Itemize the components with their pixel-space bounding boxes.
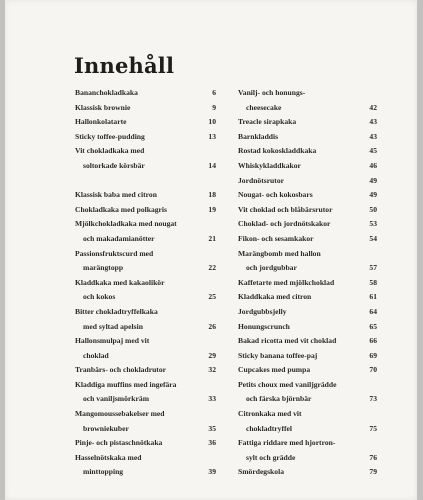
toc-entry <box>75 101 216 116</box>
toc-entry <box>238 115 377 130</box>
toc-entry-title: sylt och grädde <box>246 452 296 462</box>
toc-entry-page-number: 73 <box>369 394 377 404</box>
toc-entry-line <box>75 115 216 130</box>
toc-entry-title: Marängbomb med hallon <box>238 248 321 258</box>
toc-entry-title: Jordgubbsjelly <box>238 306 287 316</box>
toc-entry-title: Petits choux med vaniljgrädde <box>238 379 337 389</box>
toc-entry-title: Treacle sirapkaka <box>238 117 297 127</box>
toc-entry-title: Choklad- och jordnötskakor <box>238 219 331 229</box>
toc-entry-line <box>238 159 377 174</box>
toc-entry-line <box>238 203 377 218</box>
toc-entry-title: browniekuber <box>83 423 129 433</box>
toc-entry <box>238 159 377 174</box>
toc-entry <box>238 290 377 305</box>
toc-entry-page-number: 43 <box>369 117 377 127</box>
toc-entry-line <box>238 320 377 335</box>
toc-entry-page-number: 36 <box>208 438 216 448</box>
toc-entry-title: Jordnötsrutor <box>238 175 284 185</box>
toc-entry-title: Hallonkolatarte <box>75 117 127 127</box>
toc-entry <box>75 247 216 276</box>
book-page <box>5 0 417 500</box>
toc-entry-page-number: 26 <box>208 321 216 331</box>
toc-section-gap <box>75 174 216 189</box>
toc-entry-page-number: 42 <box>369 102 377 112</box>
toc-entry-page-number: 45 <box>369 146 377 156</box>
toc-entry-line-continued <box>75 392 216 407</box>
toc-entry <box>238 349 377 364</box>
toc-entry-page-number: 64 <box>369 306 377 316</box>
toc-entry-title: Vanilj- och honungs- <box>238 88 306 97</box>
toc-entry-line <box>238 436 377 451</box>
toc-entry-line <box>238 465 377 480</box>
toc-entry-title: Hasselnötskaka med <box>75 452 142 462</box>
toc-entry-title: Kladdiga muffins med ingefära <box>75 379 177 389</box>
toc-entry-title: minttopping <box>83 467 124 477</box>
toc-entry-title: Fikon- och sesamkakor <box>238 233 314 243</box>
toc-entry-page-number: 14 <box>208 160 216 170</box>
toc-entry-line <box>238 276 377 291</box>
toc-entry-page-number: 33 <box>208 394 216 404</box>
toc-entry <box>75 305 216 334</box>
toc-entry <box>238 436 377 465</box>
toc-entry-line-continued <box>238 422 377 437</box>
toc-entry <box>238 407 377 436</box>
toc-entry-line <box>75 276 216 291</box>
toc-entry-title: Vit choklad och blåbärsrutor <box>238 204 333 214</box>
toc-entry-page-number: 10 <box>208 117 216 127</box>
toc-entry-line <box>238 334 377 349</box>
toc-entry-line <box>75 130 216 145</box>
toc-entry-title: och kokos <box>83 292 116 302</box>
toc-entry-page-number: 13 <box>208 131 216 141</box>
toc-entry-page-number: 35 <box>208 423 216 433</box>
toc-entry-page-number: 61 <box>369 292 377 302</box>
toc-entry-title: Honungscrunch <box>238 321 290 331</box>
toc-entry <box>75 363 216 378</box>
toc-entry-page-number: 29 <box>208 350 216 360</box>
toc-entry-line <box>75 436 216 451</box>
toc-entry-title: Kladdkaka med citron <box>238 292 312 302</box>
toc-entry-line <box>238 407 377 422</box>
toc-entry-line <box>238 174 377 189</box>
toc-entry-title: Whiskykladdkakor <box>238 160 301 170</box>
toc-entry <box>238 203 377 218</box>
toc-entry-line <box>75 188 216 203</box>
toc-entry-page-number: 79 <box>369 467 377 477</box>
toc-entry-line <box>238 130 377 145</box>
toc-entry-line <box>238 115 377 130</box>
toc-entry-title: Hallonsmulpaj med vit <box>75 336 150 346</box>
toc-entry-line <box>238 349 377 364</box>
toc-entry-title: cheesecake <box>246 102 282 112</box>
toc-entry-line <box>238 363 377 378</box>
toc-entry <box>238 174 377 189</box>
toc-entry <box>75 407 216 436</box>
toc-entry-title: Passionsfruktscurd med <box>75 248 154 258</box>
toc-entry <box>75 86 216 101</box>
toc-entry-title: Mangomoussebakelser med <box>75 409 165 419</box>
toc-entry-title: Nougat- och kokosbars <box>238 190 313 200</box>
toc-entry-line <box>75 334 216 349</box>
toc-entry <box>238 130 377 145</box>
toc-entry <box>238 305 377 320</box>
toc-entry-line <box>238 217 377 232</box>
toc-entry-line-continued <box>238 451 377 466</box>
toc-entry-page-number: 6 <box>212 88 216 97</box>
toc-entry-page-number: 18 <box>208 190 216 200</box>
toc-entry-title: Sticky toffee-pudding <box>75 131 145 141</box>
toc-entry-page-number: 25 <box>208 292 216 302</box>
toc-entry-line-continued <box>75 159 216 174</box>
toc-entry-line-continued <box>238 392 377 407</box>
toc-entry-page-number: 76 <box>369 452 377 462</box>
toc-entry-line <box>75 144 216 159</box>
toc-entry-title: Pinje- och pistaschnötkaka <box>75 438 163 448</box>
toc-entry-page-number: 49 <box>369 190 377 200</box>
toc-entry <box>238 320 377 335</box>
toc-entry <box>238 217 377 232</box>
toc-entry-page-number: 9 <box>212 102 216 112</box>
toc-entry-line <box>75 101 216 116</box>
toc-entry-line <box>75 305 216 320</box>
toc-entry <box>238 232 377 247</box>
toc-entry-line-continued <box>75 349 216 364</box>
toc-entry-title: Smördegskola <box>238 467 284 477</box>
toc-entry-title: Bakad ricotta med vit choklad <box>238 336 337 346</box>
toc-entry-page-number: 57 <box>369 263 377 273</box>
toc-entry-title: Sticky banana toffee-paj <box>238 350 318 360</box>
toc-entry-page-number: 69 <box>369 350 377 360</box>
toc-entry <box>75 144 216 173</box>
page-title: Innehåll <box>74 53 175 78</box>
toc-entry-line-continued <box>238 261 377 276</box>
toc-entry-line <box>238 305 377 320</box>
toc-entry <box>75 203 216 218</box>
toc-entry-line <box>238 378 377 393</box>
toc-entry-title: Chokladkaka med polkagris <box>75 204 167 214</box>
toc-entry-page-number: 58 <box>369 277 377 287</box>
toc-column-right <box>238 86 377 480</box>
toc-entry <box>75 217 216 246</box>
toc-entry-line <box>75 451 216 466</box>
toc-entry-page-number: 43 <box>369 131 377 141</box>
toc-entry <box>238 378 377 407</box>
toc-entry <box>238 86 377 115</box>
toc-entry-page-number: 39 <box>208 467 216 477</box>
toc-entry-title: med syltad apelsin <box>83 321 143 331</box>
toc-entry-line-continued <box>75 261 216 276</box>
toc-entry <box>75 130 216 145</box>
toc-entry-page-number: 21 <box>208 233 216 243</box>
toc-entry-line <box>238 232 377 247</box>
toc-entry-title: Tranbärs- och chokladrutor <box>75 365 166 375</box>
toc-entry-line-continued <box>75 320 216 335</box>
toc-entry-line <box>238 144 377 159</box>
toc-entry-line <box>238 247 377 262</box>
toc-entry-page-number: 50 <box>369 204 377 214</box>
toc-entry-title: och jordgubbar <box>246 263 297 273</box>
toc-entry-title: chokladtryffel <box>246 423 292 433</box>
toc-entry-line-continued <box>75 422 216 437</box>
toc-entry-title: marängtopp <box>83 263 124 273</box>
toc-entry-line <box>75 378 216 393</box>
toc-entry <box>238 144 377 159</box>
toc-entry <box>75 276 216 305</box>
toc-entry-title: Barnkladdis <box>238 131 279 141</box>
toc-entry <box>75 451 216 480</box>
toc-entry-page-number: 32 <box>208 365 216 375</box>
toc-entry-page-number: 49 <box>369 175 377 185</box>
toc-entry <box>75 378 216 407</box>
toc-column-left <box>75 86 216 480</box>
toc-entry <box>238 188 377 203</box>
toc-entry-title: Mjölkchokladkaka med nougat <box>75 219 177 229</box>
toc-entry-title: Vit chokladkaka med <box>75 146 145 156</box>
toc-entry-title: Kaffetarte med mjölkchoklad <box>238 277 335 287</box>
toc-entry-line <box>75 247 216 262</box>
toc-entry-line <box>75 407 216 422</box>
toc-entry-title: och vaniljsmörkräm <box>83 394 150 404</box>
toc-entry-title: Kladdkaka med kakaolikör <box>75 277 165 287</box>
toc-entry-title: Klassisk brownie <box>75 102 131 112</box>
toc-entry-title: och makadamianötter <box>83 233 155 243</box>
toc-entry <box>238 247 377 276</box>
toc-entry <box>75 115 216 130</box>
toc-entry-title: soltorkade körsbär <box>83 160 145 170</box>
toc-entry-title: Fattiga riddare med hjortron- <box>238 438 336 448</box>
toc-entry <box>238 334 377 349</box>
toc-entry-page-number: 53 <box>369 219 377 229</box>
toc-entry-page-number: 66 <box>369 336 377 346</box>
toc-entry <box>75 188 216 203</box>
toc-entry-line <box>238 86 377 101</box>
toc-entry-title: Bitter chokladtryffelkaka <box>75 306 158 316</box>
toc-entry-line <box>75 363 216 378</box>
toc-entry-page-number: 46 <box>369 160 377 170</box>
toc-entry-title: Citronkaka med vit <box>238 409 302 419</box>
toc-entry-title: Klassisk baba med citron <box>75 190 157 200</box>
toc-entry-page-number: 70 <box>369 365 377 375</box>
toc-entry-title: choklad <box>83 350 109 360</box>
toc-entry-page-number: 75 <box>369 423 377 433</box>
toc-entry-page-number: 65 <box>369 321 377 331</box>
toc-entry-line-continued <box>238 101 377 116</box>
toc-entry <box>75 436 216 451</box>
toc-entry-line-continued <box>75 232 216 247</box>
toc-entry-title: Rostad kokoskladdkaka <box>238 146 317 156</box>
toc-entry <box>238 276 377 291</box>
toc-entry <box>238 465 377 480</box>
toc-entry-page-number: 54 <box>369 233 377 243</box>
toc-entry <box>238 363 377 378</box>
toc-entry-title: Bananchokladkaka <box>75 88 138 97</box>
toc-entry-line-continued <box>75 465 216 480</box>
toc-entry-line-continued <box>75 290 216 305</box>
toc-entry-line <box>75 86 216 101</box>
toc-entry-page-number: 22 <box>208 263 216 273</box>
toc-entry-line <box>238 290 377 305</box>
toc-entry-line <box>238 188 377 203</box>
toc-entry-title: Cupcakes med pumpa <box>238 365 311 375</box>
toc-entry-line <box>75 217 216 232</box>
toc-entry-line <box>75 203 216 218</box>
toc-entry-page-number: 19 <box>208 204 216 214</box>
toc-entry <box>75 334 216 363</box>
toc-entry-title: och färska björnbär <box>246 394 312 404</box>
